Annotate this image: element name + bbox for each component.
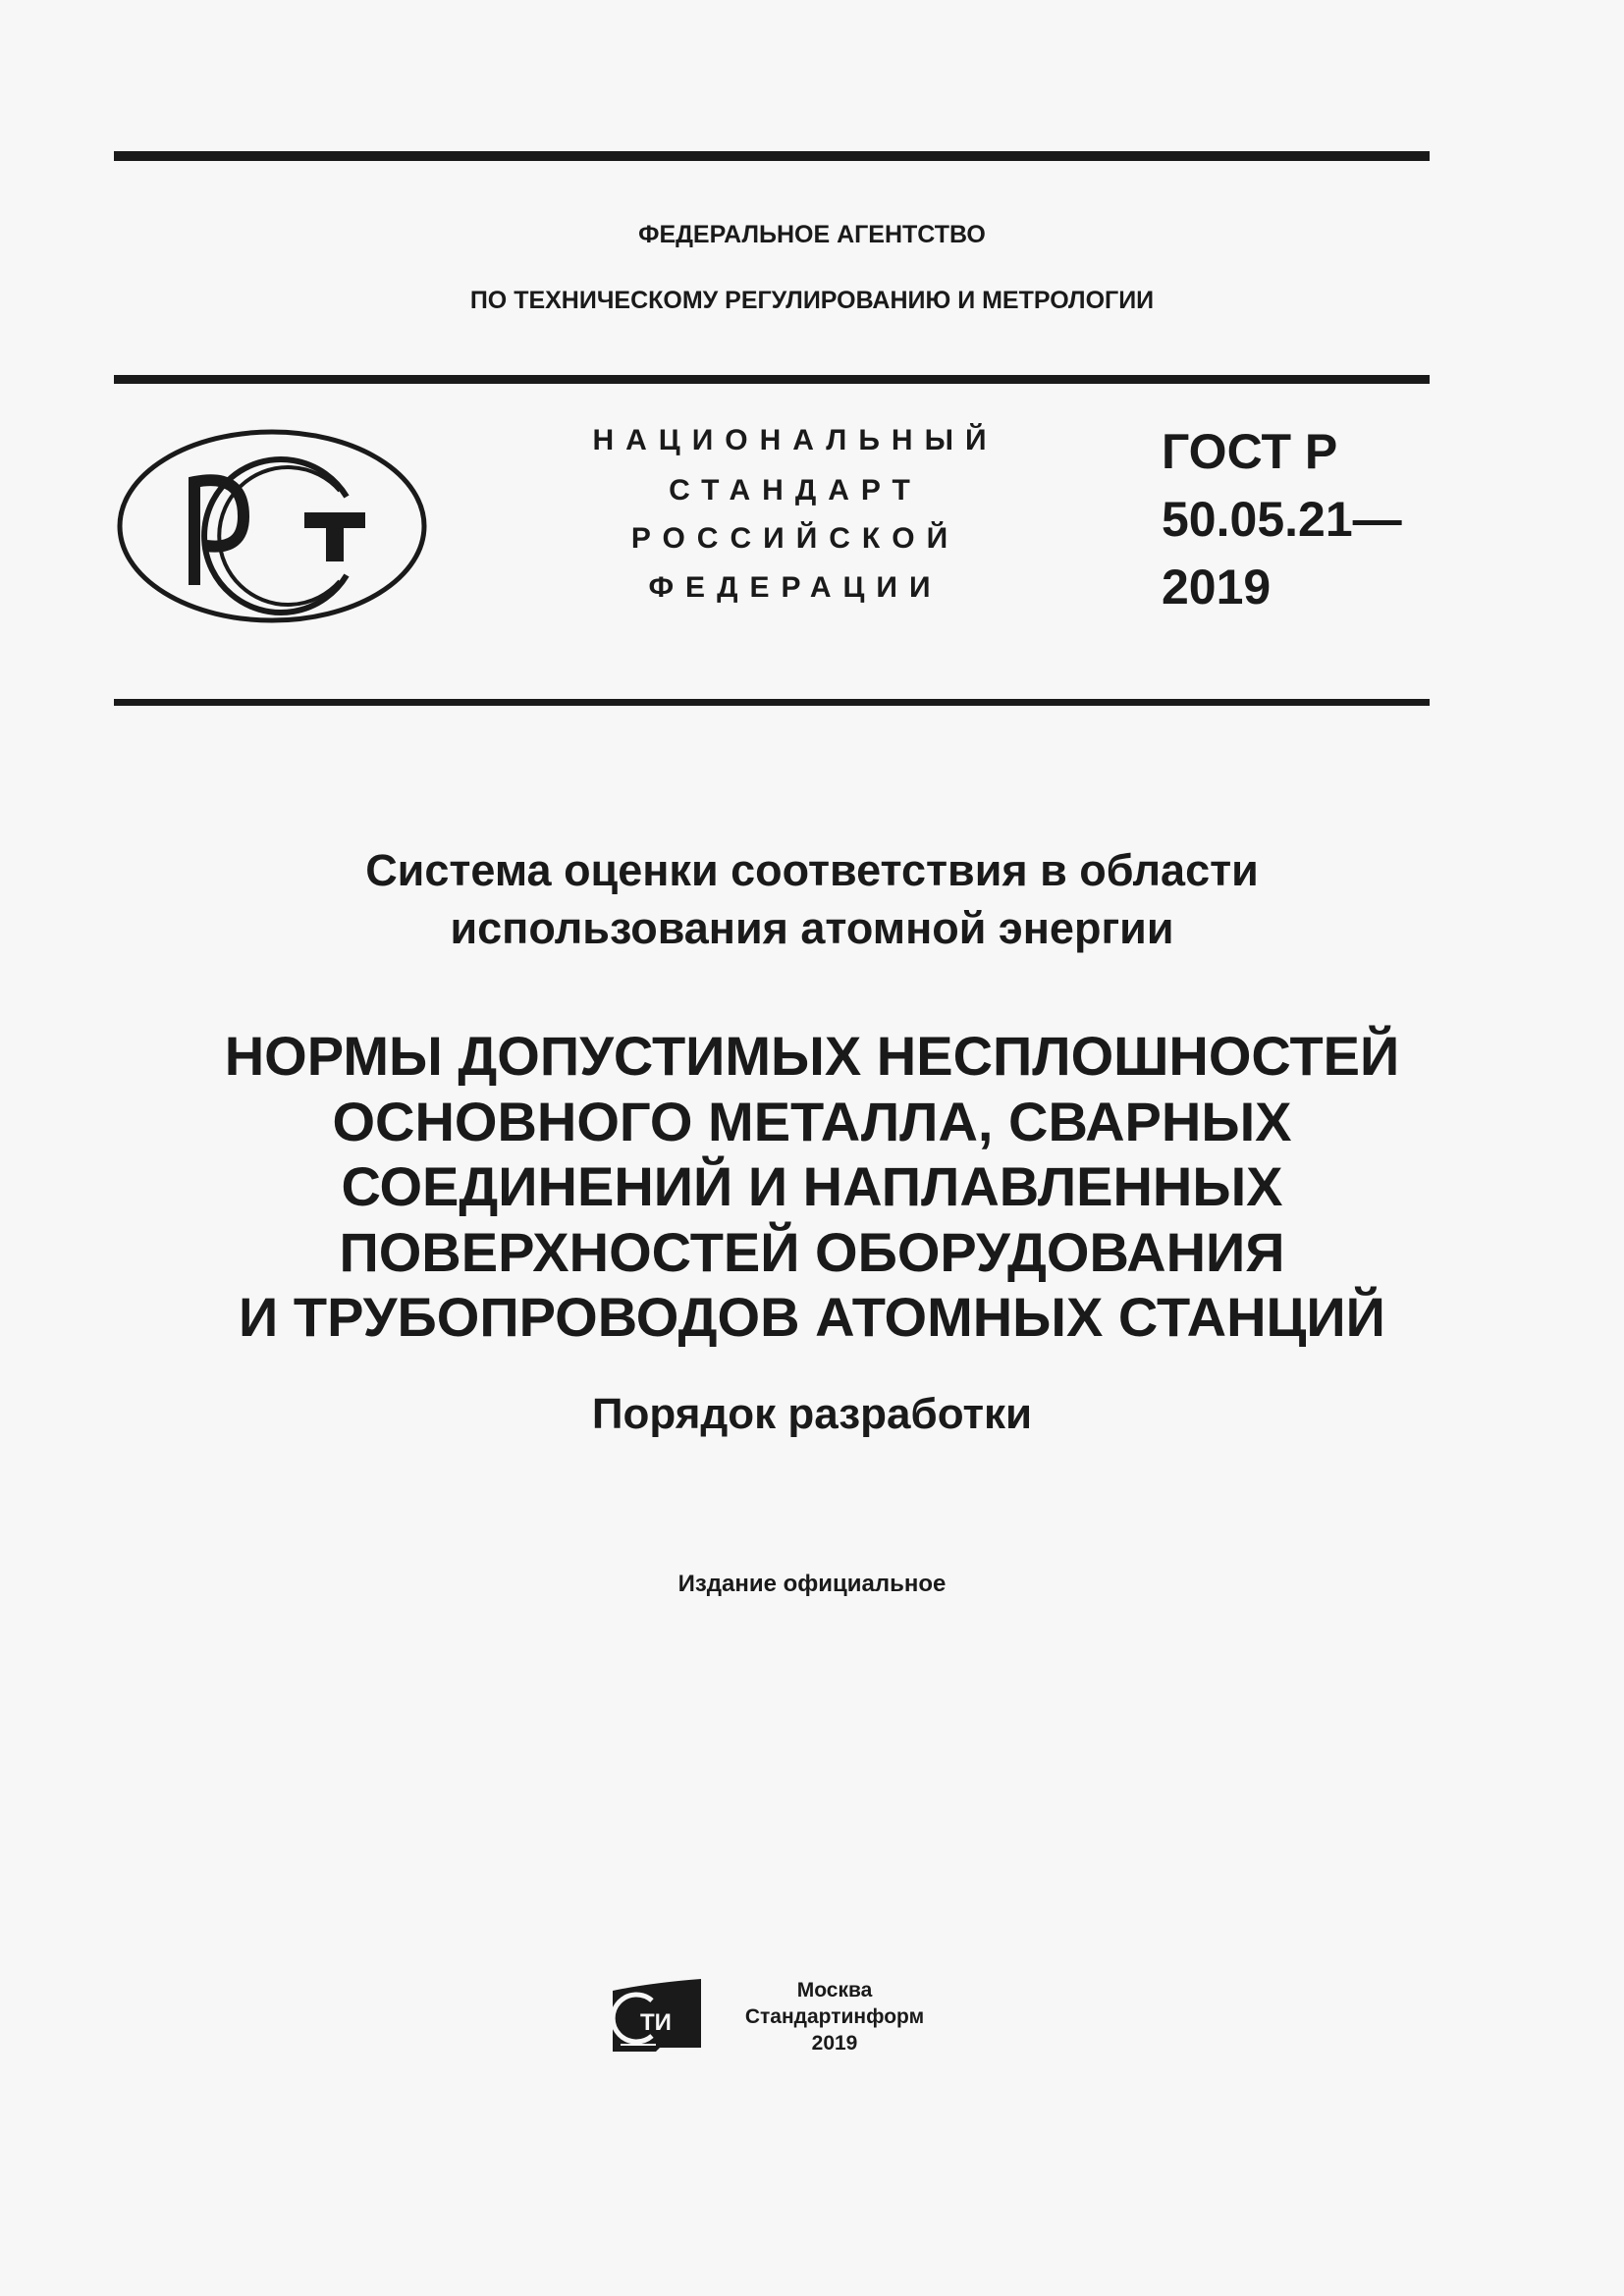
main-title-line: ОСНОВНОГО МЕТАЛЛА, СВАРНЫХ <box>332 1090 1292 1152</box>
publisher-logo <box>611 1979 705 2054</box>
standard-type-line: ФЕДЕРАЦИИ <box>648 571 943 604</box>
agency-line-1: ФЕДЕРАЛЬНОЕ АГЕНТСТВО <box>638 221 986 248</box>
publisher-info <box>707 1977 962 2056</box>
series-title <box>0 841 1624 957</box>
top-rule <box>114 151 1430 161</box>
standard-number-line: 50.05.21— <box>1162 492 1402 547</box>
standard-number-line: 2019 <box>1162 560 1272 614</box>
bottom-rule <box>114 699 1430 706</box>
standard-type-line: РОССИЙСКОЙ <box>630 522 960 555</box>
main-title-line: И ТРУБОПРОВОДОВ АТОМНЫХ СТАНЦИЙ <box>239 1286 1385 1348</box>
middle-rule <box>114 375 1430 384</box>
publisher-city: Москва <box>796 1979 873 2002</box>
publisher-year: 2019 <box>811 2032 858 2055</box>
edition-note: Издание официальное <box>677 1571 947 1597</box>
subtitle: Порядок разработки <box>591 1390 1033 1438</box>
standard-number <box>1162 418 1402 621</box>
series-title-line: использования атомной энергии <box>450 903 1174 953</box>
main-title-line: СОЕДИНЕНИЙ И НАПЛАВЛЕННЫХ <box>341 1155 1283 1217</box>
main-title-line: ПОВЕРХНОСТЕЙ ОБОРУДОВАНИЯ <box>339 1220 1285 1283</box>
rst-logo <box>116 428 428 624</box>
main-title-line: НОРМЫ ДОПУСТИМЫХ НЕСПЛОШНОСТЕЙ <box>224 1025 1400 1087</box>
standard-type-line: СТАНДАРТ <box>669 474 922 507</box>
main-title <box>0 1024 1624 1351</box>
agency-line-2: ПО ТЕХНИЧЕСКОМУ РЕГУЛИРОВАНИЮ И МЕТРОЛОГИИ <box>469 287 1155 314</box>
svg-text:ТИ: ТИ <box>640 2009 672 2036</box>
publisher-name: Стандартинформ <box>744 2005 925 2028</box>
standard-type-line: НАЦИОНАЛЬНЫЙ <box>592 424 999 456</box>
standard-number-line: ГОСТ Р <box>1162 424 1338 479</box>
series-title-line: Система оценки соответствия в области <box>365 845 1259 895</box>
